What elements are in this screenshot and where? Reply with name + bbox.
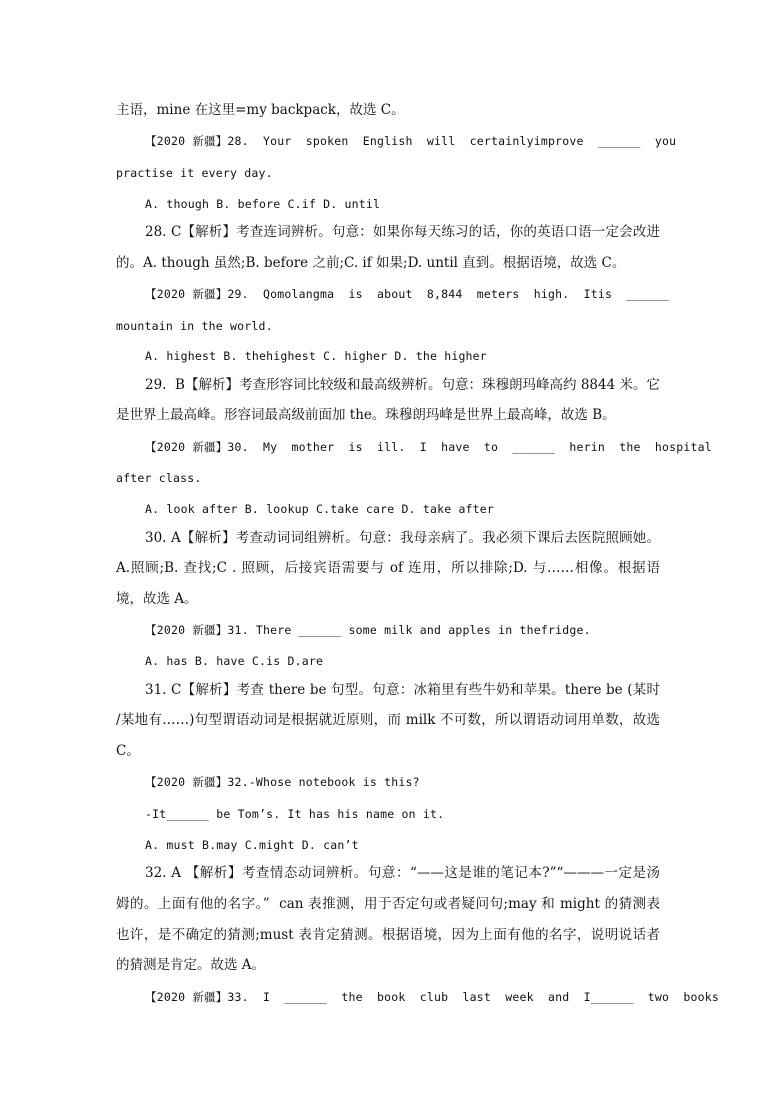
answer-32-line: 32. A 【解析】考查情态动词辨析。句意：“——这是谁的笔记本?”“———一定是汤: [145, 865, 660, 881]
question-29-options: A. highest B. thehighest C. higher D. the higher: [145, 349, 487, 363]
answer-28-line: 的。A. though 虽然;B. before 之前;C. if 如果;D. until 直到。根据语境，故选 C。: [116, 255, 626, 271]
text-line: 主语，mine 在这里=my backpack，故选 C。: [116, 102, 405, 118]
answer-29-line: 是世界上最高峰。形容词最高级前面加 the。珠穆朗玛峰是世界上最高峰，故选 B。: [116, 407, 616, 423]
answer-32-line: 的猜测是肯定。故选 A。: [116, 957, 266, 973]
question-32-header: 【2020 新疆】32.-Whose notebook is this?: [145, 775, 420, 789]
text-line: practise it every day.: [116, 166, 273, 180]
text-line: after class.: [116, 471, 202, 485]
question-31-header: 【2020 新疆】31. There ______ some milk and apples in thefridge.: [145, 623, 591, 637]
answer-30-line: 30. A【解析】考查动词词组辨析。句意：我母亲病了。我必须下课后去医院照顾她。: [145, 530, 660, 546]
answer-31-line: C。: [116, 743, 140, 759]
answer-30-line: A.照顾;B. 查找;C . 照顾，后接宾语需要与 of 连用，所以排除;D. 与……相像。根据语: [116, 560, 660, 576]
question-32-options: A. must B.may C.might D. can’t: [145, 838, 359, 852]
question-32-line: -It______ be Tom’s. It has his name on it.: [145, 807, 445, 821]
question-30-options: A. look after B. lookup C.take care D. take after: [145, 502, 495, 516]
answer-28-line: 28. C【解析】考查连词辨析。句意：如果你每天练习的话，你的英语口语一定会改进: [145, 224, 660, 240]
answer-32-line: 姆的。上面有他的名字。” can 表推测，用于否定句或者疑问句;may 和 might 的猜测表: [116, 896, 660, 912]
question-30-header: 【2020 新疆】30. My mother is ill. I have to ______ herin the hospital: [145, 440, 712, 454]
text-line: mountain in the world.: [116, 319, 273, 333]
answer-31-line: /某地有……)句型谓语动词是根据就近原则，而 milk 不可数，所以谓语动词用单数，故选: [116, 712, 660, 728]
question-29-header: 【2020 新疆】29. Qomolangma is about 8,844 meters high. Itis ______: [145, 287, 670, 301]
question-28-options: A. though B. before C.if D. until: [145, 197, 381, 211]
question-31-options: A. has B. have C.is D.are: [145, 654, 324, 668]
question-33-header: 【2020 新疆】33. I ______ the book club last week and I______ two books: [145, 990, 719, 1004]
answer-30-line: 境，故选 A。: [116, 591, 198, 607]
question-28-header: 【2020 新疆】28. Your spoken English will certainlyimprove ______ you: [145, 134, 677, 148]
answer-32-line: 也许，是不确定的猜测;must 表肯定猜测。根据语境，因为上面有他的名字，说明说话者: [116, 927, 660, 943]
answer-31-line: 31. C【解析】考查 there be 句型。句意：冰箱里有些牛奶和苹果。there be (某时: [145, 682, 660, 698]
answer-29-line: 29. B【解析】考查形容词比较级和最高级辨析。句意：珠穆朗玛峰高约 8844 米。它: [145, 377, 660, 393]
